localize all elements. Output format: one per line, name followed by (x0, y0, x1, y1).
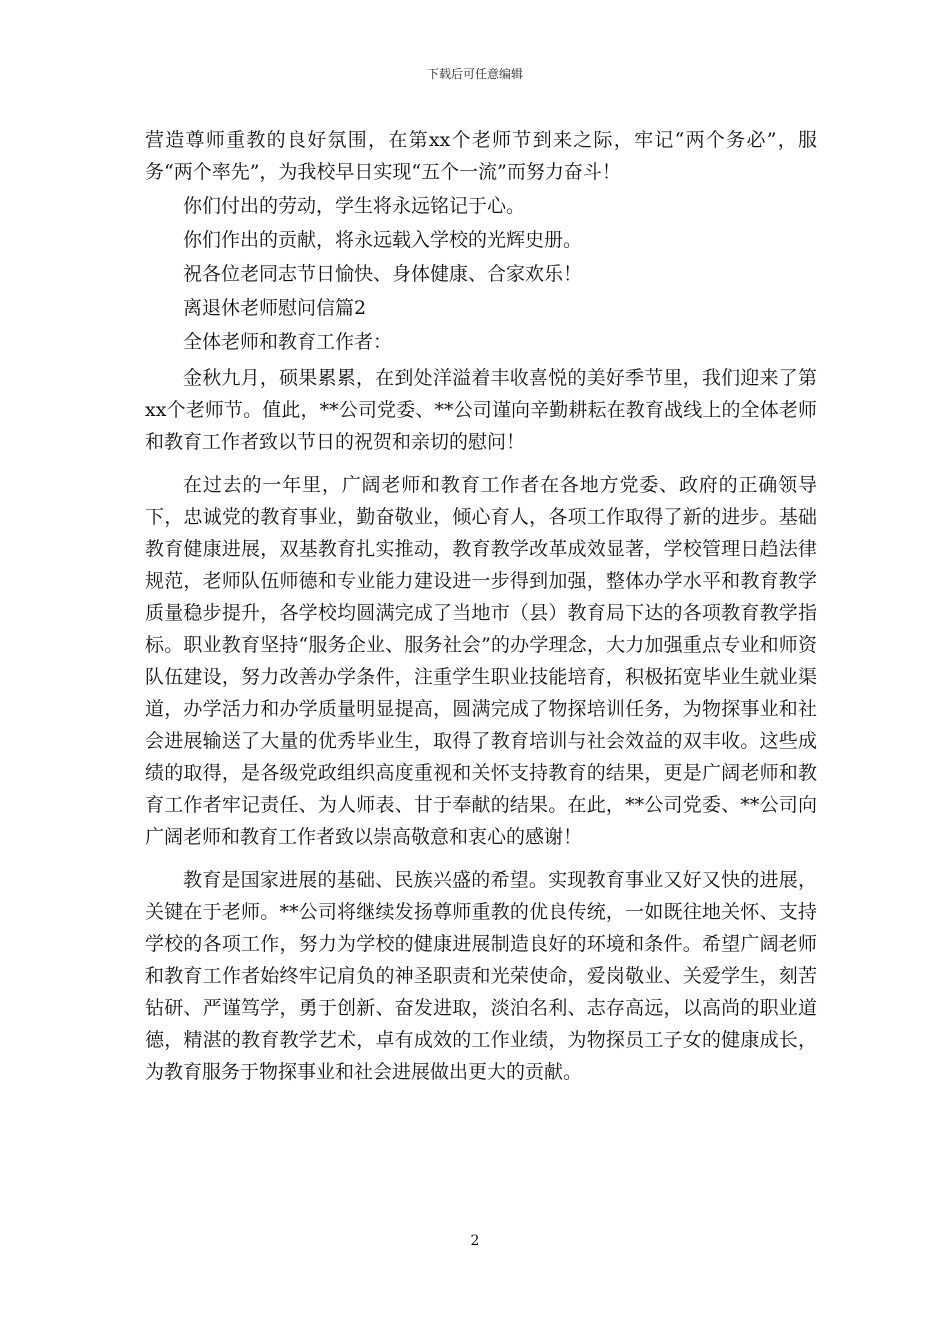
paragraph-greeting: 金秋九月，硕果累累，在到处洋溢着丰收喜悦的美好季节里，我们迎来了第xx个老师节。值此，**公司党委、**公司谨向辛勤耕耘在教育战线上的全体老师和教育工作者致以节日的祝贺和亲切的慰问！ (145, 367, 817, 453)
page-header: 下载后可任意编辑 (426, 67, 523, 81)
salutation: 全体老师和教育工作者： (183, 331, 393, 353)
paragraph-achievements: 在过去的一年里，广阔老师和教育工作者在各地方党委、政府的正确领导下，忠诚党的教育事业，勤奋敬业，倾心育人，各项工作取得了新的进步。基础教育健康进展，双基教育扎实推动，教育教学改革成效显著，学校管理日趋法律规范，老师队伍师德和专业能力建设进一步得到加强，整体办学水平和教育教学质量稳步提升，各学校均圆满完成了当地市（县）教育局下达的各项教育教学指标。职业教育坚持“服务企业、服务社会”的办学理念，大力加强重点专业和师资队伍建设，努力改善办学条件，注重学生职业技能培育，积极拓宽毕业生就业渠道，办学活力和办学质量明显提高，圆满完成了物探培训任务，为物探事业和社会进展输送了大量的优秀毕业生，取得了教育培训与社会效益的双丰收。这些成绩的取得，是各级党政组织高度重视和关怀支持教育的结果，更是广阔老师和教育工作者牢记责任、为人师表、甘于奉献的结果。在此，**公司党委、**公司向广阔老师和教育工作者致以崇高敬意和衷心的感谢！ (145, 474, 817, 848)
section-title: 离退休老师慰问信篇2 (183, 297, 367, 319)
document-body (145, 124, 817, 1088)
paragraph-contribution: 你们作出的贡献，将永远载入学校的光辉史册。 (183, 229, 583, 251)
paragraph-continuation: 营造尊师重教的良好氛围，在第xx个老师节到来之际，牢记“两个务必”，服务“两个率先”，为我校早日实现“五个一流”而努力奋斗！ (145, 129, 817, 183)
page-number: 2 (470, 1233, 480, 1249)
paragraph-wishes: 祝各位老同志节日愉快、身体健康、合家欢乐！ (183, 263, 583, 285)
paragraph-hopes: 教育是国家进展的基础、民族兴盛的希望。实现教育事业又好又快的进展，关键在于老师。**公司将继续发扬尊师重教的优良传统，一如既往地关怀、支持学校的各项工作，努力为学校的健康进展制造良好的环境和条件。希望广阔老师和教育工作者始终牢记肩负的神圣职责和光荣使命，爱岗敬业、关爱学生，刻苦钻研、严谨笃学，勇于创新、奋发进取，淡泊名利、志存高远，以高尚的职业道德，精湛的教育教学艺术，卓有成效的工作业绩，为物探员工子女的健康成长，为教育服务于物探事业和社会进展做出更大的贡献。 (145, 869, 817, 1083)
paragraph-labor: 你们付出的劳动，学生将永远铭记于心。 (183, 195, 526, 217)
